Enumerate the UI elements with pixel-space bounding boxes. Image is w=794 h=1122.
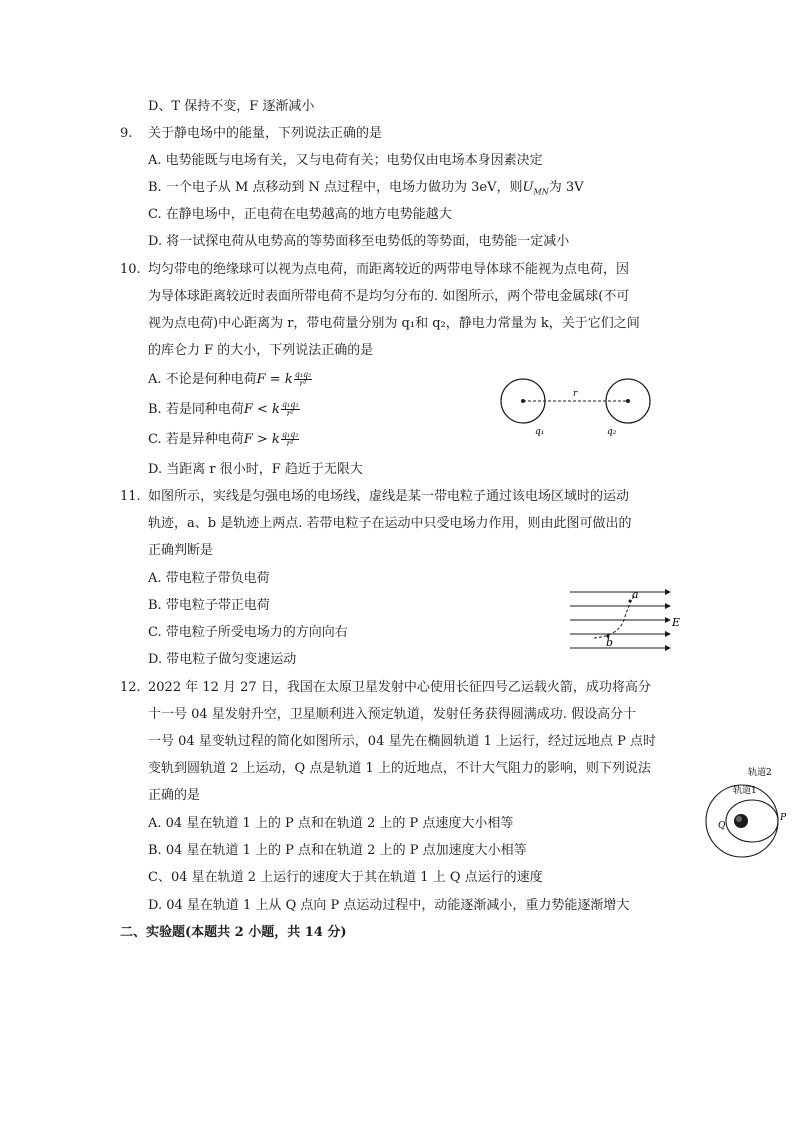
q9-option-c: C. 在静电场中，正电荷在电势越高的地方电势能越大 bbox=[148, 207, 452, 222]
q12-number: 12. bbox=[120, 680, 141, 695]
q9-option-b bbox=[148, 179, 584, 202]
q11-option-d: D. 带电粒子做匀变速运动 bbox=[148, 652, 297, 667]
earth-highlight bbox=[736, 816, 742, 822]
q12-stem-line-5: 正确的是 bbox=[148, 788, 201, 803]
q12-option-c: C、04 星在轨道 2 上运行的速度大于其在轨道 1 上 Q 点运行的速度 bbox=[148, 870, 543, 885]
q10-option-a-text: A. 不论是何种电荷 bbox=[148, 372, 257, 387]
q10-two-spheres-figure bbox=[495, 372, 655, 438]
q10-stem-line-3: 视为点电荷)中心距离为 r，带电荷量分别为 q₁和 q₂，静电力常量为 k，关于它们之间 bbox=[148, 316, 640, 331]
q9-option-b-symbol: U bbox=[522, 180, 534, 195]
q12-stem-line-2: 十一号 04 星发射升空，卫星顺利进入预定轨道，发射任务获得圆满成功. 假设高分十 bbox=[148, 707, 637, 722]
q11-option-a: A. 带电粒子带负电荷 bbox=[148, 571, 270, 586]
q12-orbit-figure bbox=[700, 760, 790, 870]
q10-option-c-denominator: r² bbox=[286, 439, 294, 448]
label-E: E bbox=[672, 616, 681, 629]
q12-stem-line-4: 变轨到圆轨道 2 上运动，Q 点是轨道 1 上的近地点，不计大气阻力的影响，则下列说法 bbox=[148, 761, 651, 776]
q10-option-b-text: B. 若是同种电荷 bbox=[148, 402, 244, 417]
particle-trajectory bbox=[594, 596, 634, 638]
label-Q: Q bbox=[718, 821, 726, 831]
q10-option-a bbox=[148, 371, 312, 389]
label-a: a bbox=[632, 588, 639, 601]
q10-option-b-numerator: q₁q₂ bbox=[281, 400, 299, 409]
q10-option-d: D. 当距离 r 很小时，F 趋近于无限大 bbox=[148, 462, 363, 477]
q11-option-c: C. 带电粒子所受电场力的方向向右 bbox=[148, 625, 348, 640]
q11-number: 11. bbox=[120, 489, 141, 504]
q10-stem-line-4: 的库仑力 F 的大小，下列说法正确的是 bbox=[148, 343, 374, 358]
q10-option-a-numerator: q₁q₂ bbox=[294, 370, 312, 379]
label-b: b bbox=[606, 636, 614, 649]
q12-option-b: B. 04 星在轨道 1 上的 P 点和在轨道 2 上的 P 点加速度大小相等 bbox=[148, 843, 527, 858]
q11-stem-line-2: 轨迹，a、b 是轨迹上两点. 若带电粒子在运动中只受电场力作用，则由此图可做出的 bbox=[148, 516, 632, 531]
q10-stem-line-2: 为导体球距离较近时表面所带电荷不是均匀分布的. 如图所示，两个带电金属球(不可 bbox=[148, 289, 630, 304]
q12-stem-line-3: 一号 04 星变轨过程的简化如图所示，04 星先在椭圆轨道 1 上运行，经过远地点 P 点时 bbox=[148, 734, 657, 749]
q10-option-a-relation: F = k bbox=[256, 372, 293, 387]
q10-option-b-denominator: r² bbox=[286, 409, 294, 418]
q8-option-d: D、T 保持不变，F 逐渐减小 bbox=[148, 99, 315, 114]
q11-stem-line-1: 如图所示，实线是匀强电场的电场线，虚线是某一带电粒子通过该电场区域时的运动 bbox=[148, 489, 630, 504]
q9-option-d: D. 将一试探电荷从电势高的等势面移至电势低的等势面，电势能一定减小 bbox=[148, 234, 570, 249]
q10-option-a-denominator: r² bbox=[299, 379, 307, 388]
label-q1: q₁ bbox=[535, 427, 545, 437]
q12-option-d: D. 04 星在轨道 1 上从 Q 点向 P 点运动过程中，动能逐渐减小，重力势能逐渐增大 bbox=[148, 898, 630, 913]
q9-stem: 关于静电场中的能量，下列说法正确的是 bbox=[148, 126, 383, 141]
q10-option-c bbox=[148, 431, 299, 449]
q10-stem-line-1: 均匀带电的绝缘球可以视为点电荷，而距离较近的两带电导体球不能视为点电荷，因 bbox=[148, 262, 630, 277]
q9-option-b-tail: 为 3V bbox=[548, 180, 584, 195]
q10-option-c-numerator: q₁q₂ bbox=[281, 430, 299, 439]
label-orbit2: 轨道2 bbox=[748, 768, 772, 778]
orbit-1-ellipse bbox=[726, 800, 778, 842]
q10-number: 10. bbox=[120, 262, 141, 277]
q11-stem-line-3: 正确判断是 bbox=[148, 543, 214, 558]
q10-option-b bbox=[148, 401, 300, 419]
label-orbit1: 轨道1 bbox=[733, 786, 757, 796]
q9-number: 9. bbox=[120, 126, 133, 141]
section-2-heading: 二、实验题(本题共 2 小题，共 14 分) bbox=[120, 925, 347, 940]
label-P: P bbox=[780, 813, 787, 823]
distance-label: r bbox=[573, 389, 578, 399]
label-q2: q₂ bbox=[607, 427, 617, 437]
q9-option-b-text: B. 一个电子从 M 点移动到 N 点过程中，电场力做功为 3eV，则 bbox=[148, 180, 523, 195]
q12-option-a: A. 04 星在轨道 1 上的 P 点和在轨道 2 上的 P 点速度大小相等 bbox=[148, 816, 514, 831]
q11-option-b: B. 带电粒子带正电荷 bbox=[148, 598, 270, 613]
q10-option-b-relation: F < k bbox=[243, 402, 280, 417]
q9-option-a: A. 电势能既与电场有关，又与电荷有关；电势仅由电场本身因素决定 bbox=[148, 153, 543, 168]
q11-electric-field-figure bbox=[566, 584, 686, 654]
q10-option-c-text: C. 若是异种电荷 bbox=[148, 432, 244, 447]
q9-option-b-subscript: MN bbox=[533, 187, 549, 197]
q12-stem-line-1: 2022 年 12 月 27 日，我国在太原卫星发射中心使用长征四号乙运载火箭，成功将高分 bbox=[148, 680, 651, 695]
q10-option-c-relation: F > k bbox=[243, 432, 280, 447]
